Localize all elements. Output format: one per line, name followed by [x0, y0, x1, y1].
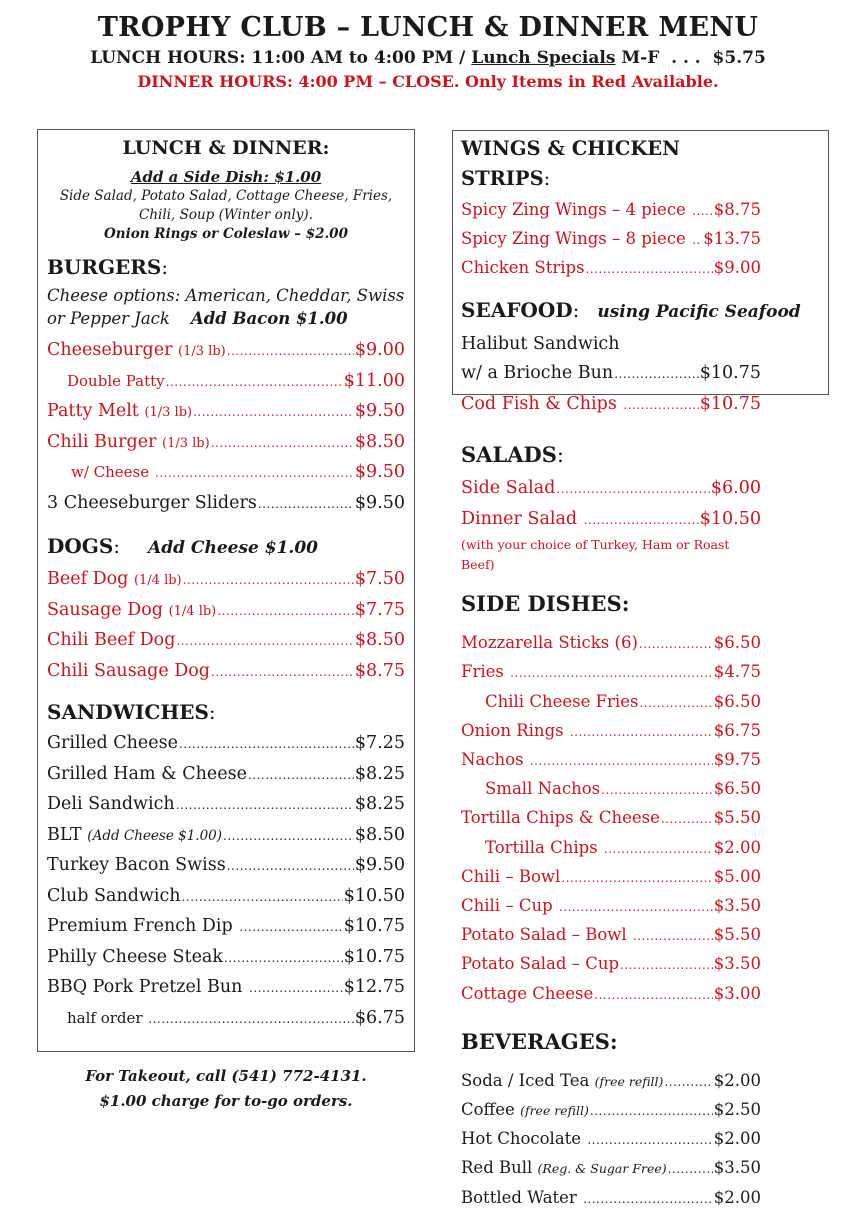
- beverage-item-note: (Reg. & Sugar Free): [537, 1161, 667, 1177]
- sandwich-item: [47, 912, 405, 943]
- seafood-list: [461, 359, 761, 420]
- beverage-item-name: Soda / Iced Tea: [461, 1070, 595, 1090]
- dot-leader: [510, 660, 713, 687]
- side-dish-item-name: Tortilla Chips: [485, 837, 603, 857]
- sandwich-item: [47, 943, 405, 974]
- salads-note: (with your choice of Turkey, Ham or Roast Beef): [461, 537, 730, 573]
- burger-item-note: (1/3 lb): [178, 344, 226, 359]
- burger-item: [47, 367, 405, 398]
- beverage-item-note: (free refill): [594, 1073, 664, 1089]
- beverage-item: [461, 1125, 761, 1154]
- side-dish-item: [461, 921, 761, 950]
- salads-list: [461, 474, 761, 535]
- lunch-hours: [0, 46, 856, 70]
- side-dish-item-price: $3.50: [713, 895, 761, 915]
- beverages-list: [461, 1067, 761, 1213]
- dot-leader: [620, 952, 713, 979]
- cheese-options-text: Cheese options: American, Cheddar, Swiss or Pepper Jack: [47, 286, 405, 328]
- wings-item: [461, 196, 761, 225]
- sandwich-item: [47, 851, 405, 882]
- seafood-line: [461, 330, 761, 360]
- burger-item-name: Patty Melt: [47, 401, 145, 421]
- dog-item-price: $8.75: [354, 660, 405, 681]
- burger-item: [47, 397, 405, 428]
- sandwich-item-note: (Add Cheese $1.00): [87, 827, 223, 844]
- beverage-item-price: $2.50: [713, 1099, 761, 1119]
- dog-item-name: Chili Beef Dog: [47, 630, 176, 650]
- seafood-title: SEAFOOD: using Pacific Seafood: [461, 297, 801, 322]
- side-dish-item-price: $6.50: [713, 633, 761, 653]
- wings-item-price: $8.75: [713, 200, 761, 219]
- side-dish-item-price: $5.00: [713, 866, 761, 886]
- burger-item: [47, 489, 405, 520]
- dog-item: [47, 626, 405, 657]
- dot-leader: [604, 836, 713, 863]
- dog-item-price: $7.75: [354, 599, 405, 620]
- side-dish-item-name: Chili Cheese Fries: [485, 691, 639, 711]
- side-dish-item-name: Potato Salad – Cup: [461, 954, 620, 974]
- dot-leader: [223, 822, 354, 852]
- side-dish-item: [461, 892, 761, 921]
- side-dish-item-price: $5.50: [713, 808, 761, 828]
- menu-header: [0, 10, 856, 94]
- dot-leader: [155, 459, 354, 489]
- side-dish-item-name: Chili – Bowl: [461, 866, 561, 886]
- dot-leader: [224, 944, 343, 974]
- side-dish-item: [461, 950, 761, 979]
- dot-leader: [601, 777, 713, 804]
- dot-leader: [561, 865, 712, 892]
- add-cheese-note: Add Cheese $1.00: [148, 538, 318, 558]
- side-dish-item: [461, 863, 761, 892]
- wings-item-name: Chicken Strips: [461, 258, 585, 278]
- burger-item-price: $11.00: [343, 370, 405, 391]
- sandwich-item-name: Philly Cheese Steak: [47, 946, 223, 967]
- sandwich-item: [47, 760, 405, 791]
- burgers-list: [47, 336, 405, 519]
- dot-leader: [668, 1156, 713, 1183]
- beverages-title: BEVERAGES:: [461, 1028, 618, 1054]
- sandwich-item-price: $6.75: [354, 1007, 405, 1028]
- sandwich-item: [47, 729, 405, 760]
- sandwich-item: [47, 790, 405, 821]
- dot-leader: [530, 748, 713, 775]
- dot-leader: [556, 475, 710, 505]
- sandwich-item-name: Turkey Bacon Swiss: [47, 855, 226, 875]
- side-dish-item-name: Nachos: [461, 749, 529, 769]
- side-dish-item: [461, 658, 761, 687]
- side-dish-item-name: Small Nachos: [485, 779, 601, 799]
- wings-item-name: Spicy Zing Wings – 8 piece: [461, 229, 692, 249]
- dot-leader: [661, 806, 713, 833]
- dog-item: [47, 596, 405, 627]
- dog-item-price: $8.50: [354, 630, 405, 650]
- sandwich-item-price: $7.25: [354, 733, 405, 753]
- wings-list: [461, 196, 761, 284]
- halibut-name: Halibut Sandwich: [461, 333, 620, 354]
- side-dish-item-price: $2.00: [713, 837, 761, 857]
- side-dish-item: [461, 775, 761, 804]
- dot-leader: [182, 883, 343, 913]
- burgers-title: BURGERS:: [47, 255, 169, 279]
- burger-item-note: (1/3 lb): [162, 435, 210, 451]
- salad-item: [461, 505, 761, 536]
- wings-item: [461, 254, 761, 283]
- side-dish-item: [461, 804, 761, 833]
- seafood-item-price: $10.75: [699, 393, 761, 414]
- side-dish-list: Side Salad, Potato Salad, Cottage Cheese, Fries, Chili, Soup (Winter only).: [59, 188, 393, 223]
- sandwich-item: [47, 882, 405, 913]
- side-dish-item: [461, 980, 761, 1009]
- dot-leader: [614, 360, 699, 390]
- sandwich-item: [47, 1004, 405, 1035]
- dog-item-name: Chili Sausage Dog: [47, 660, 211, 681]
- sandwich-item-price: $9.50: [354, 855, 405, 875]
- beverage-item-name: Bottled Water: [461, 1187, 583, 1207]
- sandwiches-title: SANDWICHES:: [47, 700, 216, 724]
- dot-leader: [211, 658, 354, 688]
- menu-title: TROPHY CLUB – LUNCH & DINNER MENU: [97, 12, 759, 43]
- dot-leader: [590, 1098, 713, 1125]
- dog-item-price: $7.50: [354, 569, 405, 589]
- dot-leader: [166, 368, 343, 398]
- beverage-item-price: $3.50: [713, 1158, 761, 1178]
- side-dish-item-price: $3.50: [713, 954, 761, 974]
- dogs-list: [47, 565, 405, 687]
- side-dish-item-price: $6.75: [713, 720, 761, 740]
- wings-title-text: WINGS & CHICKEN STRIPS: [461, 137, 680, 190]
- sandwich-item-name: Deli Sandwich: [47, 794, 175, 814]
- side-dish-item-price: $5.50: [713, 925, 761, 945]
- sandwich-item-name: Grilled Cheese: [47, 733, 178, 753]
- side-dish-item-price: $4.75: [713, 662, 761, 682]
- sandwich-item-name: half order: [67, 1008, 148, 1027]
- side-dish-item-name: Tortilla Chips & Cheese: [461, 808, 660, 828]
- burger-item-price: $9.50: [354, 462, 405, 482]
- salads-title-text: SALADS: [461, 442, 557, 468]
- side-dish-item-name: Potato Salad – Bowl: [461, 925, 632, 945]
- burger-item-name: 3 Cheeseburger Sliders: [47, 492, 257, 513]
- salad-item: [461, 474, 761, 505]
- dot-leader: [248, 761, 354, 791]
- dot-leader: [692, 198, 713, 225]
- beverage-item-note: (free refill): [520, 1102, 589, 1118]
- dot-leader: [227, 337, 354, 367]
- dog-item-name: Sausage Dog: [47, 599, 169, 620]
- dot-leader: [179, 730, 354, 760]
- dog-item-name: Beef Dog: [47, 569, 134, 589]
- beverage-item-name: Hot Chocolate: [461, 1129, 587, 1149]
- wings-item-name: Spicy Zing Wings – 4 piece: [461, 200, 692, 219]
- burgers-title-text: BURGERS: [47, 255, 162, 279]
- dot-leader: [586, 256, 713, 283]
- beverage-item-price: $2.00: [713, 1070, 761, 1090]
- dot-leader: [633, 923, 713, 950]
- beverage-item: [461, 1096, 761, 1125]
- sandwich-item: [47, 973, 405, 1004]
- dot-leader: [249, 974, 343, 1004]
- dinner-hours: DINNER HOURS: 4:00 PM – CLOSE. Only Items in Red Available.: [137, 72, 719, 91]
- sandwich-item-price: $10.75: [343, 946, 405, 967]
- burger-item: [47, 336, 405, 367]
- sandwich-item-name: BLT: [47, 824, 88, 845]
- dot-leader: [176, 791, 354, 821]
- side-dish-item-name: Chili – Cup: [461, 895, 558, 915]
- side-dish-item-price: $3.00: [713, 983, 761, 1003]
- dot-leader: [217, 597, 354, 627]
- dot-leader: [258, 490, 354, 520]
- dot-leader: [639, 690, 712, 717]
- seafood-item: [461, 359, 761, 390]
- takeout-footer: [38, 1064, 414, 1114]
- dot-leader: [594, 982, 713, 1009]
- wings-title: WINGS & CHICKEN STRIPS:: [461, 137, 680, 190]
- beverage-item-price: $2.00: [713, 1129, 761, 1149]
- burger-item-note: (1/3 lb): [144, 405, 193, 420]
- salads-title: SALADS:: [461, 442, 564, 468]
- burger-item-name: Double Patty: [67, 371, 165, 390]
- wings-item: [461, 225, 761, 254]
- salad-item-name: Side Salad: [461, 478, 556, 499]
- dog-item: [47, 565, 405, 596]
- side-dishes-title: SIDE DISHES:: [461, 591, 630, 617]
- dot-leader: [176, 627, 353, 657]
- side-dish-item: [461, 629, 761, 658]
- dot-leader: [239, 913, 342, 943]
- burger-item: [47, 458, 405, 489]
- side-dish-item: [461, 717, 761, 746]
- burger-item-price: $8.50: [354, 431, 405, 452]
- dot-leader: [559, 894, 713, 921]
- lunch-specials-label: Lunch Specials: [471, 48, 616, 68]
- sandwich-item: [47, 821, 405, 852]
- sandwich-item-price: $10.50: [343, 885, 405, 906]
- burger-item-price: $9.00: [354, 340, 405, 360]
- sandwiches-list: [47, 729, 405, 1034]
- dogs-title-text: DOGS: [47, 534, 114, 558]
- right-column: [461, 134, 801, 1213]
- seafood-note: using Pacific Seafood: [597, 301, 801, 322]
- side-dish-item-price: $6.50: [713, 779, 761, 799]
- sandwich-item-price: $8.25: [354, 763, 405, 784]
- sandwich-item-name: Club Sandwich: [47, 885, 181, 906]
- salad-item-price: $6.00: [710, 478, 761, 499]
- side-dish-title: Add a Side Dish: $1.00: [130, 168, 322, 186]
- takeout-phone: For Takeout, call (541) 772-4131.: [85, 1067, 367, 1085]
- side-dish-item-name: Fries: [461, 662, 510, 682]
- side-dish-item-name: Mozzarella Sticks (6): [461, 633, 638, 653]
- beverage-item-name: Red Bull: [461, 1158, 538, 1178]
- sandwich-item-name: Grilled Ham & Cheese: [47, 763, 247, 784]
- burger-item: [47, 428, 405, 459]
- lunch-specials-price: M-F . . . $5.75: [615, 48, 766, 68]
- dot-leader: [148, 1005, 354, 1035]
- dot-leader: [570, 719, 713, 746]
- dot-leader: [183, 566, 354, 596]
- seafood-item-name: Cod Fish & Chips: [461, 393, 623, 414]
- side-dish-item-price: $6.50: [713, 691, 761, 711]
- seafood-item-price: $10.75: [699, 363, 761, 384]
- burger-item-name: w/ Cheese: [71, 463, 154, 481]
- side-dish-item-name: Cottage Cheese: [461, 983, 594, 1003]
- lunch-hours-text: LUNCH HOURS: 11:00 AM to 4:00 PM /: [90, 48, 472, 68]
- lunch-dinner-title: LUNCH & DINNER:: [122, 137, 330, 159]
- dot-leader: [664, 1069, 712, 1096]
- sandwich-item-price: $10.75: [343, 916, 405, 936]
- seafood-item-name: w/ a Brioche Bun: [461, 363, 614, 384]
- side-dish-item: [461, 834, 761, 863]
- side-dish-info: [47, 168, 405, 244]
- side-dish-item: [461, 688, 761, 717]
- sandwich-item-price: $8.25: [354, 794, 405, 814]
- side-dish-item: [461, 746, 761, 775]
- dogs-title: DOGS: Add Cheese $1.00: [47, 534, 318, 558]
- salad-item-price: $10.50: [699, 508, 761, 529]
- dot-leader: [193, 398, 354, 428]
- side-dish-item-price: $9.75: [713, 749, 761, 769]
- wings-item-price: $9.00: [713, 258, 761, 278]
- dog-item-note: (1/4 lb): [168, 603, 217, 619]
- salad-item-name: Dinner Salad: [461, 508, 583, 529]
- seafood-item: [461, 390, 761, 421]
- burger-item-name: Cheeseburger: [47, 340, 179, 360]
- beverage-item: [461, 1184, 761, 1213]
- cheese-options: [47, 284, 405, 330]
- side-dish-extra: Onion Rings or Coleslaw – $2.00: [104, 226, 348, 242]
- seafood-title-text: SEAFOOD: [461, 297, 573, 322]
- sandwiches-title-text: SANDWICHES: [47, 700, 209, 724]
- burger-item-price: $9.50: [354, 401, 405, 421]
- dot-leader: [587, 1127, 712, 1154]
- add-bacon-note: Add Bacon $1.00: [190, 309, 348, 328]
- dot-leader: [211, 429, 354, 459]
- dot-leader: [639, 631, 713, 658]
- dog-item-note: (1/4 lb): [133, 573, 182, 588]
- sandwich-item-name: Premium French Dip: [47, 916, 239, 936]
- side-dish-item-name: Onion Rings: [461, 720, 569, 740]
- dog-item: [47, 657, 405, 688]
- burger-item-name: Chili Burger: [47, 431, 162, 452]
- wings-item-price: $13.75: [703, 229, 761, 249]
- sandwich-item-name: BBQ Pork Pretzel Bun: [47, 977, 248, 997]
- beverage-item: [461, 1154, 761, 1183]
- dot-leader: [583, 1186, 713, 1213]
- dot-leader: [623, 391, 698, 421]
- beverage-item-price: $2.00: [713, 1187, 761, 1207]
- sandwich-item-price: $8.50: [354, 824, 405, 845]
- sandwich-item-price: $12.75: [343, 977, 405, 997]
- dot-leader: [227, 852, 354, 882]
- beverage-item: [461, 1067, 761, 1096]
- beverage-item-name: Coffee: [461, 1099, 521, 1119]
- dot-leader: [692, 227, 702, 254]
- left-column: [47, 134, 405, 1034]
- dot-leader: [584, 506, 699, 536]
- burger-item-price: $9.50: [354, 492, 405, 513]
- side-dishes-list: [461, 629, 761, 1009]
- togo-charge: $1.00 charge for to-go orders.: [99, 1092, 353, 1110]
